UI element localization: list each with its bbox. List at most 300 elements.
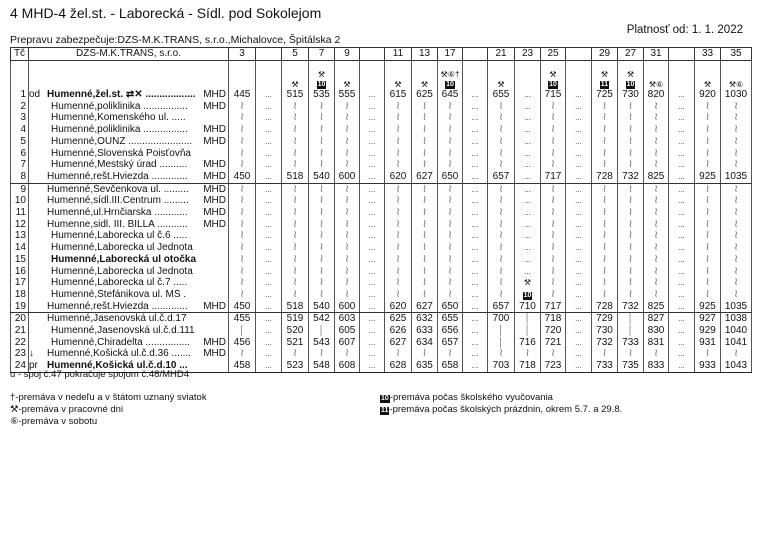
stop-name: Humenné,poliklinika ................ <box>51 124 188 136</box>
time-cell <box>229 360 256 372</box>
cell-value: ... <box>471 101 479 111</box>
stop-name: Humenné,sídl.III.Centrum ......... <box>47 195 189 207</box>
table-row <box>11 348 752 360</box>
cell-value: 925 <box>699 300 716 312</box>
time-cell <box>463 277 488 289</box>
time-cell <box>566 348 592 360</box>
time-cell <box>256 219 282 231</box>
pass-through-icon: ≀ <box>653 242 659 254</box>
time-cell <box>385 112 412 124</box>
time-cell <box>488 195 515 207</box>
stop-name: Humenné,poliklinika ................ <box>51 100 188 112</box>
pass-through-icon: ≀ <box>705 207 710 219</box>
pass-through-icon: ≀ <box>628 242 633 254</box>
cell-value: ... <box>265 361 272 371</box>
timetable <box>10 47 752 373</box>
cell-value: ... <box>471 148 479 158</box>
trip-notes <box>360 61 385 90</box>
stop-name-cell <box>29 183 229 195</box>
cell-value: 732 <box>622 300 639 312</box>
cell-value: 833 <box>647 360 665 372</box>
time-cell <box>335 124 360 136</box>
cell-value: ... <box>575 231 582 241</box>
cell-value: 628 <box>389 360 407 372</box>
time-cell <box>463 301 488 313</box>
time-cell <box>592 207 618 219</box>
time-cell <box>282 266 309 278</box>
cell-value: 1035 <box>724 170 748 182</box>
time-cell <box>256 325 282 337</box>
time-cell <box>463 171 488 183</box>
mhd-label: MHD <box>203 183 226 195</box>
cell-value: ... <box>678 136 685 146</box>
cell-value: ... <box>575 326 582 336</box>
stop-name-cell <box>29 242 229 254</box>
time-cell <box>592 219 618 231</box>
cell-value: 543 <box>313 336 330 348</box>
pass-through-icon: ≀ <box>602 253 607 265</box>
time-cell <box>721 101 752 113</box>
time-cell <box>282 313 309 325</box>
cell-value: 657 <box>492 170 510 182</box>
time-cell <box>385 171 412 183</box>
cell-value: ... <box>575 254 582 264</box>
pass-through-icon: ≀ <box>705 147 710 159</box>
time-cell <box>695 101 721 113</box>
cell-value: ... <box>575 171 582 181</box>
pass-through-icon: ≀ <box>550 195 556 207</box>
pass-through-icon: ≀ <box>319 195 324 207</box>
cell-value: 645 <box>441 89 459 100</box>
time-cell <box>592 301 618 313</box>
cell-value: 523 <box>286 360 304 372</box>
pass-through-icon: ≀ <box>550 207 556 219</box>
time-cell <box>309 219 335 231</box>
time-cell <box>412 124 438 136</box>
stop-name: Humenné,Mestský úrad .......... <box>51 159 188 171</box>
time-cell <box>566 112 592 124</box>
pass-through-icon: ≀ <box>344 183 350 195</box>
cell-value: 933 <box>699 360 716 372</box>
pass-through-icon: ≀ <box>653 207 659 219</box>
time-cell <box>566 219 592 231</box>
time-cell <box>644 89 669 101</box>
cell-value: ... <box>265 90 272 99</box>
pass-through-icon: ≀ <box>447 195 453 207</box>
time-cell <box>256 242 282 254</box>
time-cell <box>515 230 541 242</box>
time-cell <box>385 360 412 372</box>
notes-spacer <box>29 61 229 90</box>
pass-through-icon: ≀ <box>422 230 427 242</box>
pass-through-icon: ≀ <box>422 147 427 159</box>
time-cell <box>515 89 541 101</box>
pass-through-icon: ≀ <box>395 230 401 242</box>
pass-through-icon: ≀ <box>447 112 453 124</box>
time-cell <box>438 136 463 148</box>
time-cell <box>309 101 335 113</box>
time-cell <box>515 207 541 219</box>
time-cell <box>256 171 282 183</box>
pass-through-icon: ≀ <box>395 348 401 360</box>
stop-name: Humenné,Laborecka ul Jednota <box>51 242 193 254</box>
time-cell <box>463 289 488 301</box>
cell-value: ... <box>368 184 376 194</box>
stop-number: 24 <box>11 360 29 372</box>
time-cell <box>618 325 644 337</box>
cell-value: 733 <box>622 336 639 348</box>
stop-name-cell <box>29 148 229 160</box>
time-cell <box>488 277 515 289</box>
operating-days-icon: ⚒ <box>420 80 429 89</box>
operating-days-icon: ⚒ <box>291 80 299 89</box>
pass-through-icon: ≀ <box>447 135 453 147</box>
pass-through-icon: ≀ <box>602 124 607 136</box>
pass-through-icon: ≀ <box>239 253 245 265</box>
cell-value: ... <box>575 243 582 253</box>
cell-value: ... <box>265 219 272 229</box>
time-cell <box>541 89 566 101</box>
cell-value: 548 <box>313 360 330 372</box>
cell-value: 620 <box>389 170 407 182</box>
time-cell <box>695 171 721 183</box>
stop-name-cell <box>29 207 229 219</box>
trip-number: 7 <box>309 48 335 61</box>
pass-through-icon: ≀ <box>498 183 504 195</box>
cell-value: 728 <box>596 300 613 312</box>
time-cell <box>229 230 256 242</box>
time-cell <box>541 136 566 148</box>
time-cell <box>463 124 488 136</box>
pass-through-icon: ≀ <box>292 183 298 195</box>
pass-through-icon: ≀ <box>344 253 350 265</box>
stop-number: 3 <box>11 112 29 124</box>
time-cell <box>721 242 752 254</box>
cell-value: ... <box>368 219 376 229</box>
time-cell <box>669 195 695 207</box>
time-cell <box>412 266 438 278</box>
cell-value: 600 <box>338 300 356 312</box>
time-cell <box>412 254 438 266</box>
time-cell <box>412 159 438 171</box>
cell-value: ... <box>471 254 479 264</box>
pass-through-icon: ≀ <box>602 277 607 289</box>
time-cell <box>385 242 412 254</box>
time-cell <box>412 183 438 195</box>
time-cell <box>488 254 515 266</box>
stop-mark: pr <box>29 360 38 372</box>
time-cell <box>515 112 541 124</box>
cell-value: ... <box>471 326 479 336</box>
time-cell <box>463 159 488 171</box>
time-cell <box>695 148 721 160</box>
cell-value: 634 <box>416 336 433 348</box>
stop-name: Humenne,sidl. III. BILLA ........... <box>47 218 188 230</box>
carrier-info: Prepravu zabezpečuje:DZS-M.K.TRANS, s.r.o.,Michalovce, Špitálska 2 <box>10 34 341 46</box>
pass-through-icon: ≀ <box>498 147 504 159</box>
time-cell <box>695 195 721 207</box>
table-row <box>11 112 752 124</box>
pass-through-icon: ≀ <box>733 207 739 219</box>
stop-name: Humenné,Laborecka ul č.6 ..... <box>51 230 188 242</box>
time-cell <box>229 101 256 113</box>
time-cell <box>412 101 438 113</box>
time-cell <box>360 348 385 360</box>
trip-notes <box>412 61 438 90</box>
time-cell <box>488 207 515 219</box>
table-row <box>11 301 752 313</box>
cell-value: ... <box>368 361 376 371</box>
pass-through-icon: ≀ <box>498 348 504 360</box>
time-cell <box>229 348 256 360</box>
pass-through-icon: ≀ <box>319 207 324 219</box>
cell-value: 732 <box>622 170 639 182</box>
time-cell <box>463 112 488 124</box>
time-cell <box>256 124 282 136</box>
time-cell <box>309 136 335 148</box>
cell-value: ... <box>575 361 582 371</box>
time-cell <box>282 301 309 313</box>
legend-school-holidays <box>380 404 622 416</box>
trip-number <box>463 48 488 61</box>
cell-value: ... <box>368 243 376 253</box>
time-cell <box>309 230 335 242</box>
pass-through-icon: ≀ <box>653 277 659 289</box>
time-cell <box>463 313 488 325</box>
time-cell <box>463 101 488 113</box>
time-cell <box>412 313 438 325</box>
time-cell <box>618 242 644 254</box>
time-cell <box>360 360 385 372</box>
time-cell <box>566 289 592 301</box>
cell-value: 655 <box>492 89 510 100</box>
cell-value: ... <box>368 171 376 181</box>
time-cell <box>618 230 644 242</box>
time-cell <box>515 289 541 301</box>
time-cell <box>335 171 360 183</box>
time-cell <box>360 207 385 219</box>
pass-through-icon: ≀ <box>395 253 401 265</box>
trip-notes <box>385 61 412 90</box>
cell-value: ... <box>368 278 376 288</box>
mhd-label: MHD <box>203 207 226 219</box>
time-cell <box>669 136 695 148</box>
pass-through-icon: ≀ <box>395 124 401 136</box>
stop-name: Humenné,rešt.Hviezda ............. <box>47 300 188 312</box>
no-stop-line: │ <box>497 325 505 337</box>
cell-value: 732 <box>596 336 613 348</box>
time-cell <box>644 277 669 289</box>
time-cell <box>669 337 695 349</box>
pass-through-icon: ≀ <box>733 195 739 207</box>
cell-value: ... <box>524 136 531 146</box>
time-cell <box>721 360 752 372</box>
cell-value: 729 <box>596 313 613 325</box>
pass-through-icon: ≀ <box>602 218 607 230</box>
no-stop-line: │ <box>627 325 634 337</box>
cell-value: ... <box>368 231 376 241</box>
trip-note <box>644 80 668 89</box>
cell-value: 703 <box>492 360 510 372</box>
pass-through-icon: ≀ <box>292 159 298 171</box>
pass-through-icon: ≀ <box>653 218 659 230</box>
time-cell <box>385 254 412 266</box>
time-cell <box>721 183 752 195</box>
time-cell <box>669 266 695 278</box>
time-cell <box>360 289 385 301</box>
table-row <box>11 230 752 242</box>
time-cell <box>669 159 695 171</box>
trip-notes <box>438 61 463 90</box>
pass-through-icon: ≀ <box>344 159 350 171</box>
pass-through-icon: ≀ <box>395 195 401 207</box>
cell-value: ... <box>471 160 479 170</box>
cell-value: 716 <box>519 336 536 348</box>
time-cell <box>385 301 412 313</box>
time-cell <box>335 348 360 360</box>
time-cell <box>618 254 644 266</box>
time-cell <box>592 183 618 195</box>
time-cell <box>644 183 669 195</box>
pass-through-icon: ≀ <box>498 207 504 219</box>
trip-number: 9 <box>335 48 360 61</box>
cell-value: ... <box>575 160 582 170</box>
pass-through-icon: ≀ <box>239 230 245 242</box>
trip-note <box>385 80 411 89</box>
time-cell <box>385 277 412 289</box>
stop-name-cell <box>29 195 229 207</box>
operating-days-icon: ⚒ <box>317 70 326 79</box>
time-cell <box>229 313 256 325</box>
time-cell <box>695 242 721 254</box>
cell-value: ... <box>678 337 685 347</box>
time-cell <box>618 301 644 313</box>
time-cell <box>669 254 695 266</box>
time-cell <box>256 337 282 349</box>
cell-value: ... <box>524 208 531 218</box>
stop-number: 7 <box>11 159 29 171</box>
time-cell <box>412 242 438 254</box>
trip-note <box>309 70 334 79</box>
cell-value: ... <box>524 113 531 123</box>
time-cell <box>463 254 488 266</box>
cell-value: ... <box>678 231 685 241</box>
time-cell <box>282 219 309 231</box>
table-row <box>11 171 752 183</box>
trip-note <box>488 80 514 89</box>
pass-through-icon: ≀ <box>653 100 659 112</box>
cell-value: 521 <box>286 336 304 348</box>
cell-value: 650 <box>441 170 459 182</box>
table-row <box>11 195 752 207</box>
pass-through-icon: ≀ <box>498 218 504 230</box>
time-cell <box>695 301 721 313</box>
time-cell <box>541 289 566 301</box>
time-cell <box>592 266 618 278</box>
time-cell <box>282 337 309 349</box>
pass-through-icon: ≀ <box>292 112 298 124</box>
time-cell <box>695 337 721 349</box>
time-cell <box>669 89 695 101</box>
trip-notes <box>463 61 488 90</box>
pass-through-icon: ≀ <box>498 242 504 254</box>
cell-value: ... <box>575 196 582 206</box>
time-cell <box>256 277 282 289</box>
cell-value: ... <box>575 349 582 359</box>
time-cell <box>438 207 463 219</box>
time-cell <box>385 101 412 113</box>
time-cell <box>541 159 566 171</box>
trip-number: 25 <box>541 48 566 61</box>
cell-value: 925 <box>699 170 716 182</box>
time-cell <box>229 159 256 171</box>
cell-value: ... <box>524 254 531 264</box>
time-cell <box>309 124 335 136</box>
time-cell <box>644 101 669 113</box>
time-cell <box>669 242 695 254</box>
cell-value: ... <box>265 160 272 170</box>
time-cell <box>385 219 412 231</box>
time-cell <box>335 219 360 231</box>
trip-note <box>618 79 643 89</box>
cell-value: ... <box>678 289 685 299</box>
stop-name-cell <box>29 337 229 349</box>
cell-value: ... <box>575 278 582 288</box>
cell-value: ... <box>471 243 479 253</box>
mhd-label: MHD <box>203 135 226 147</box>
time-cell <box>438 325 463 337</box>
cell-value: 718 <box>544 313 562 325</box>
cell-value: ... <box>265 301 272 311</box>
time-cell <box>438 89 463 101</box>
table-row <box>11 289 752 301</box>
cell-value: ... <box>471 125 479 135</box>
time-cell <box>385 337 412 349</box>
time-cell <box>385 159 412 171</box>
time-cell <box>229 195 256 207</box>
pass-through-icon: ≀ <box>550 100 556 112</box>
time-cell <box>669 313 695 325</box>
pass-through-icon: ≀ <box>447 124 453 136</box>
time-cell <box>541 242 566 254</box>
cell-value: 620 <box>389 300 407 312</box>
pass-through-icon: ≀ <box>705 100 710 112</box>
time-cell <box>618 136 644 148</box>
cell-value: ... <box>368 266 376 276</box>
no-stop-line: │ <box>238 325 246 337</box>
time-cell <box>592 289 618 301</box>
pass-through-icon: ≀ <box>602 112 607 124</box>
cell-value: ... <box>368 337 376 347</box>
cell-value: ... <box>678 101 685 111</box>
time-cell <box>541 219 566 231</box>
cell-value: ... <box>678 254 685 264</box>
pass-through-icon: ≀ <box>705 195 710 207</box>
badge-10-icon: 10 <box>626 81 635 88</box>
cell-value: 700 <box>492 313 510 325</box>
cell-value: ... <box>575 184 582 194</box>
time-cell <box>335 230 360 242</box>
trip-number <box>360 48 385 61</box>
time-cell <box>541 254 566 266</box>
pass-through-icon: ≀ <box>602 265 607 277</box>
pass-through-icon: ≀ <box>498 195 504 207</box>
cell-value: ... <box>368 349 376 359</box>
pass-through-icon: ≀ <box>239 147 245 159</box>
time-cell <box>256 266 282 278</box>
no-stop-line: │ <box>524 313 531 325</box>
pass-through-icon: ≀ <box>395 218 401 230</box>
